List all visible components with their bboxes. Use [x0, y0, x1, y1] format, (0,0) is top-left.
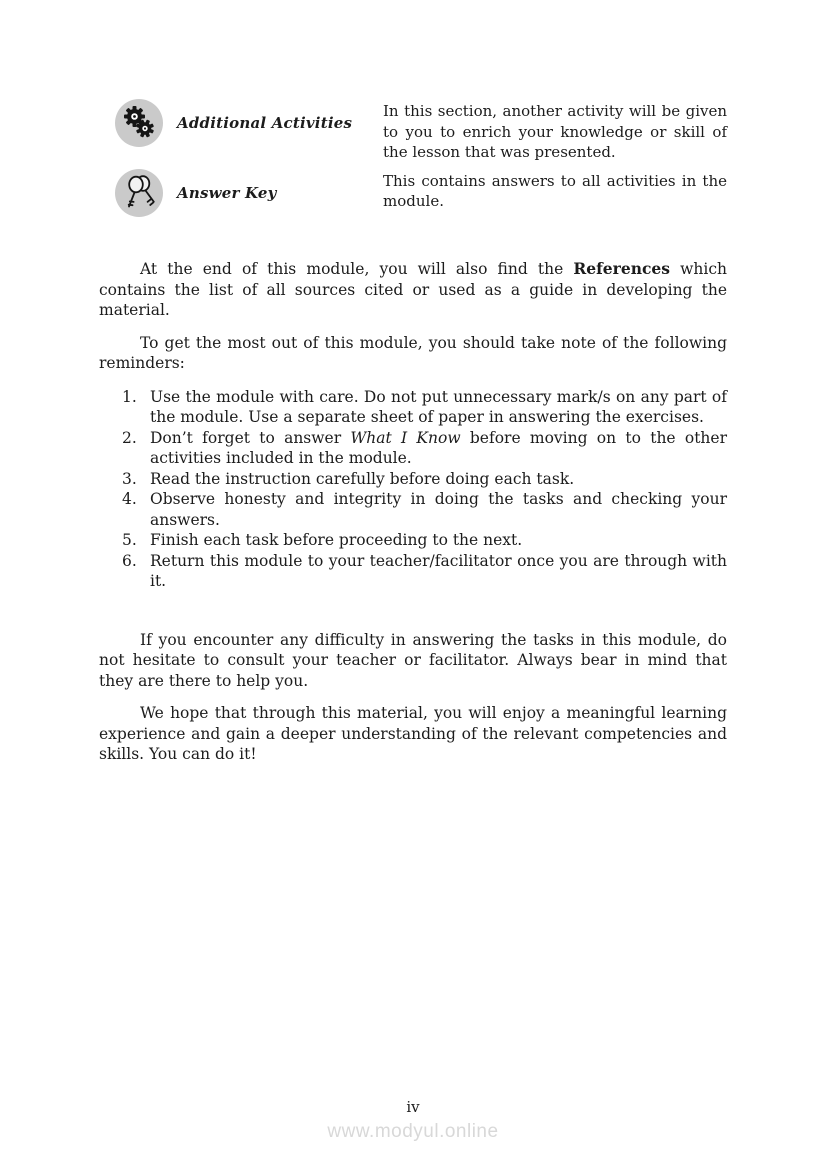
reminder-text: Use the module with care. Do not put unnecessary mark/s on any part of the module. Use a separate sheet of paper in answering the exercises. [150, 387, 727, 426]
reminder-text: Return this module to your teacher/facilitator once you are through with it. [150, 551, 727, 590]
references-paragraph [99, 259, 727, 321]
hope-paragraph: We hope that through this material, you will enjoy a meaningful learning experience and gain a deeper understanding of the relevant competencies and skills. You can do it! [99, 704, 727, 763]
reminder-item-4 [150, 489, 727, 530]
body-text [99, 259, 727, 777]
reminder-item-6 [150, 551, 727, 592]
reminder-item-5 [150, 530, 727, 551]
watermark: www.modyul.online [327, 1121, 499, 1142]
reminders-list [99, 387, 727, 592]
legend-row-answer-key [115, 169, 727, 217]
references-bold: References [573, 259, 670, 278]
reminder-text: Observe honesty and integrity in doing the tasks and checking your answers. [150, 490, 727, 529]
reminder-italic: What I Know [350, 428, 461, 447]
reminder-item-2 [150, 428, 727, 469]
icon-legend [115, 99, 727, 223]
legend-label-additional-activities: Additional Activities [177, 114, 353, 132]
keys-icon [115, 169, 163, 217]
reminders-intro-paragraph: To get the most out of this module, you should take note of the following reminders: [99, 333, 727, 372]
difficulty-paragraph: If you encounter any difficulty in answering the tasks in this module, do not hesitate to consult your teacher or facilitator. Always bear in mind that they are there to help you. [99, 630, 727, 690]
references-paragraph-before: At the end of this module, you will also find the [140, 260, 574, 278]
gears-icon [115, 99, 163, 147]
legend-description-answer-key: This contains answers to all activities in the module. [383, 171, 727, 210]
reminder-item-1 [150, 387, 727, 428]
reminder-text: before moving on to the other activities included in the module. [150, 428, 727, 467]
reminder-text: Don’t forget to answer [150, 428, 351, 447]
legend-row-additional-activities [115, 99, 727, 163]
legend-label-answer-key: Answer Key [177, 183, 277, 202]
reminder-item-3 [150, 469, 727, 490]
reminder-text: Read the instruction carefully before doing each task. [150, 469, 575, 488]
reminder-text: Finish each task before proceeding to the next. [150, 531, 523, 549]
page-number: iv [406, 1098, 420, 1116]
legend-description-additional-activities: In this section, another activity will be given to you to enrich your knowledge or skill of the lesson that was presented. [383, 102, 727, 161]
references-paragraph-after: which contains the list of all sources cited or used as a guide in developing the material. [99, 260, 727, 319]
